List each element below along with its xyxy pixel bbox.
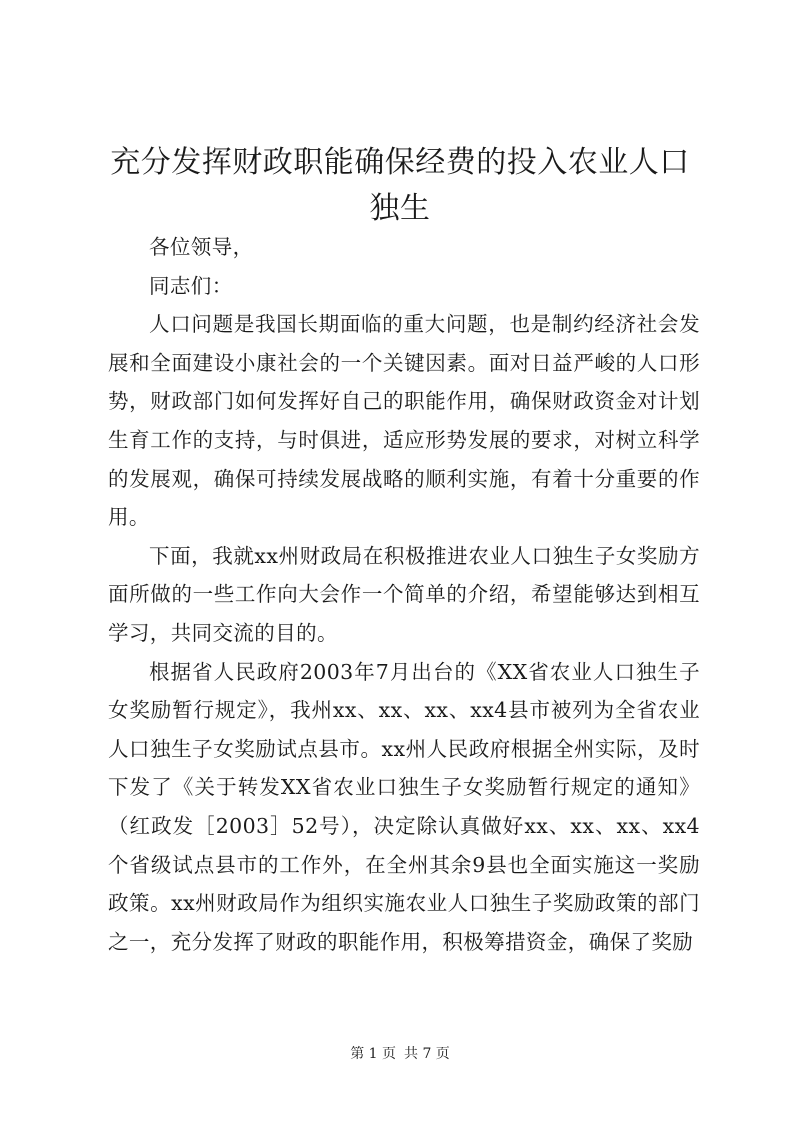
paragraph-purpose: 下面，我就xx州财政局在积极推进农业人口独生子女奖励方面所做的一些工作向大会作一个简单的介绍，希望能够达到相互学习，共同交流的目的。	[108, 543, 700, 645]
salutation-comrades: 同志们：	[149, 273, 233, 298]
page-footer	[0, 1044, 800, 1064]
paragraph-policy: 根据省人民政府2003年7月出台的《XX省农业人口独生子女奖励暂行规定》，我州xx、xx、xx、xx4县市被列为全省农业人口独生子女奖励试点县市。xx州人民政府根据全州实际，及时下发了《关于转发XX省农业口独生子女奖励暂行规定的通知》（红政发［2003］52号），决定除认真做好xx、xx、xx、xx4个省级试点县市的工作外，在全州其余9县也全面实施这一奖励政策。xx州财政局作为组织实施农业人口独生子奖励政策的部门之一，充分发挥了财政的职能作用，积极筹措资金，确保了奖励	[108, 659, 700, 954]
paragraph-intro: 人口问题是我国长期面临的重大问题，也是制约经济社会发展和全面建设小康社会的一个关键因素。面对日益严峻的人口形势，财政部门如何发挥好自己的职能作用，确保财政资金对计划生育工作的支持，与时俱进，适应形势发展的要求，对树立科学的发展观，确保可持续发展战略的顺利实施，有着十分重要的作用。	[108, 312, 700, 530]
document-body	[108, 228, 700, 961]
page-total: 共 7 页	[404, 1046, 450, 1062]
document-title: 充分发挥财政职能确保经费的投入农业人口独生	[110, 145, 690, 226]
salutation-leaders: 各位领导，	[149, 235, 254, 259]
page-number: 第 1 页	[350, 1046, 396, 1062]
